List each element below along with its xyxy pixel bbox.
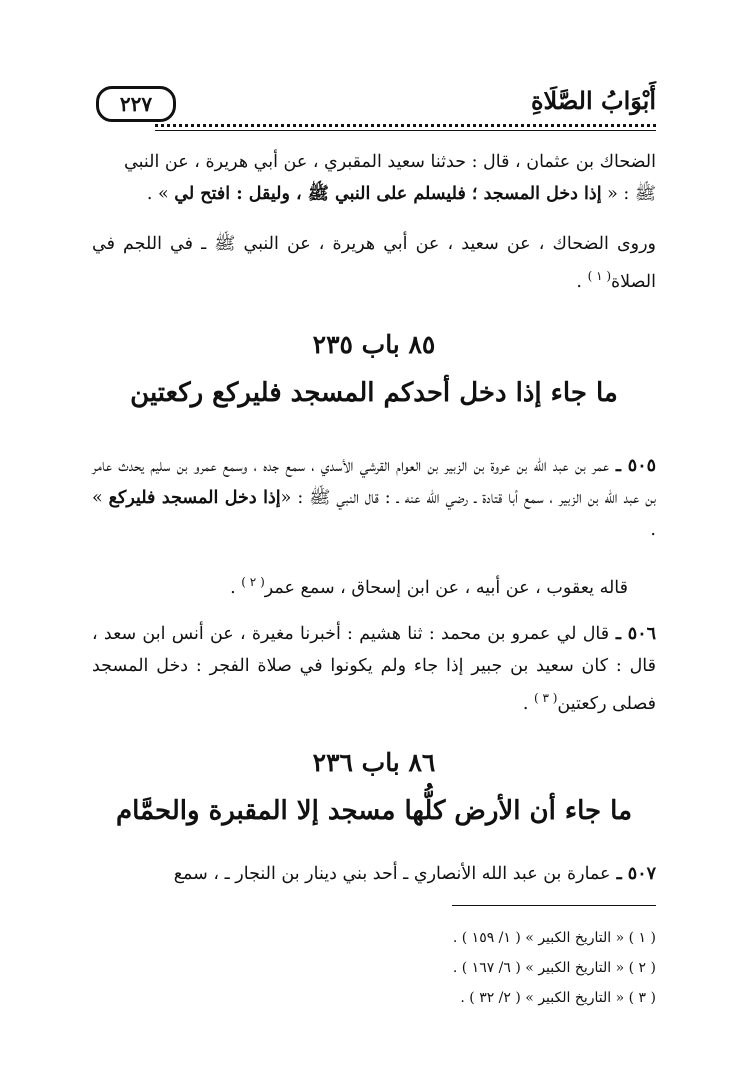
footnote-2: ( ٢ ) « التاريخ الكبير » ( ٦/ ١٦٧ ) . — [452, 960, 656, 976]
hadith-506-text: قال لي عمرو بن محمد : ثنا هشيم : أخبرنا مغيرة ، عن أنس ابن سعد ، قال : كان سعيد بن جبير إذا جاء ولم يكونوا في صلاة الفجر : دخل المسجد فصلى ركعتين — [92, 624, 656, 714]
hadith-505 — [92, 450, 656, 546]
chapter-85-title: ما جاء إذا دخل أحدكم المسجد فليركع ركعتين — [130, 378, 618, 408]
hadith-507-number: ٥٠٧ ـ — [610, 864, 656, 884]
hadith-505-text: عمر بن عبد الله بن عروة بن الزبير بن العوام القرشي الأسدي ، سمع جده ، وسمع عمرو بن سليم يحدث عامر بن عبد الله بن الزبير ، سمع أبا قتادة ـ رضي الله عنه ـ : قال النبي ﷺ : « — [92, 456, 656, 508]
footnote-ref-2: ( ٢ ) — [241, 575, 265, 589]
paragraph-1-prefix: ﷺ : « — [601, 184, 656, 204]
footnote-rule — [452, 905, 656, 906]
header-rule — [155, 130, 656, 131]
page-header — [96, 84, 656, 124]
hadith-507 — [92, 858, 656, 890]
hadith-506-number: ٥٠٦ ـ — [609, 624, 656, 644]
page-number-box — [96, 86, 176, 122]
hadith-506 — [92, 618, 656, 720]
page-number: ٢٢٧ — [119, 92, 153, 116]
paragraph-505b-text: قاله يعقوب ، عن أبيه ، عن ابن إسحاق ، سمع عمر — [264, 577, 628, 598]
paragraph-2-text: وروى الضحاك ، عن سعيد ، عن أبي هريرة ، عن النبي ﷺ ـ في اللجم في الصلاة — [92, 234, 656, 292]
chapter-86-title: ما جاء أن الأرض كلُّها مسجد إلا المقبرة والحمَّام — [115, 796, 632, 826]
header-dotted-rule — [155, 124, 656, 127]
hadith-505-end: » . — [92, 488, 656, 540]
paragraph-2-end: . — [576, 271, 588, 292]
paragraph-1-suffix: » . — [146, 184, 175, 204]
footnote-ref-3: ( ٣ ) — [533, 691, 558, 705]
chapter-86-number: ٨٦ باب ٢٣٦ — [312, 748, 436, 777]
paragraph-505b-end: . — [230, 577, 242, 598]
footnote-3: ( ٣ ) « التاريخ الكبير » ( ٢/ ٣٢ ) . — [460, 990, 656, 1006]
hadith-505-bold: إذا دخل المسجد فليركع — [108, 488, 281, 508]
footnote-ref-1: ( ١ ) — [587, 269, 612, 283]
hadith-quote-bold: إذا دخل المسجد ؛ فليسلم على النبي ﷺ ، وليقل : افتح لي — [174, 184, 602, 204]
hadith-507-text: عمارة بن عبد الله الأنصاري ـ أحد بني دينار بن النجار ـ ، سمع — [173, 864, 611, 884]
paragraph-2 — [92, 228, 656, 298]
paragraph-505b — [92, 566, 656, 604]
paragraph-1 — [92, 146, 656, 210]
running-title: أَبْوَابُ الصَّلَاةِ — [530, 86, 656, 115]
hadith-506-end: . — [522, 693, 534, 714]
chapter-85-number: ٨٥ باب ٢٣٥ — [312, 330, 436, 359]
paragraph-1-line-1: الضحاك بن عثمان ، قال : حدثنا سعيد المقبري ، عن أبي هريرة ، عن النبي — [124, 152, 656, 172]
hadith-505-number: ٥٠٥ ـ — [609, 456, 656, 476]
footnote-1: ( ١ ) « التاريخ الكبير » ( ١/ ١٥٩ ) . — [452, 930, 656, 946]
